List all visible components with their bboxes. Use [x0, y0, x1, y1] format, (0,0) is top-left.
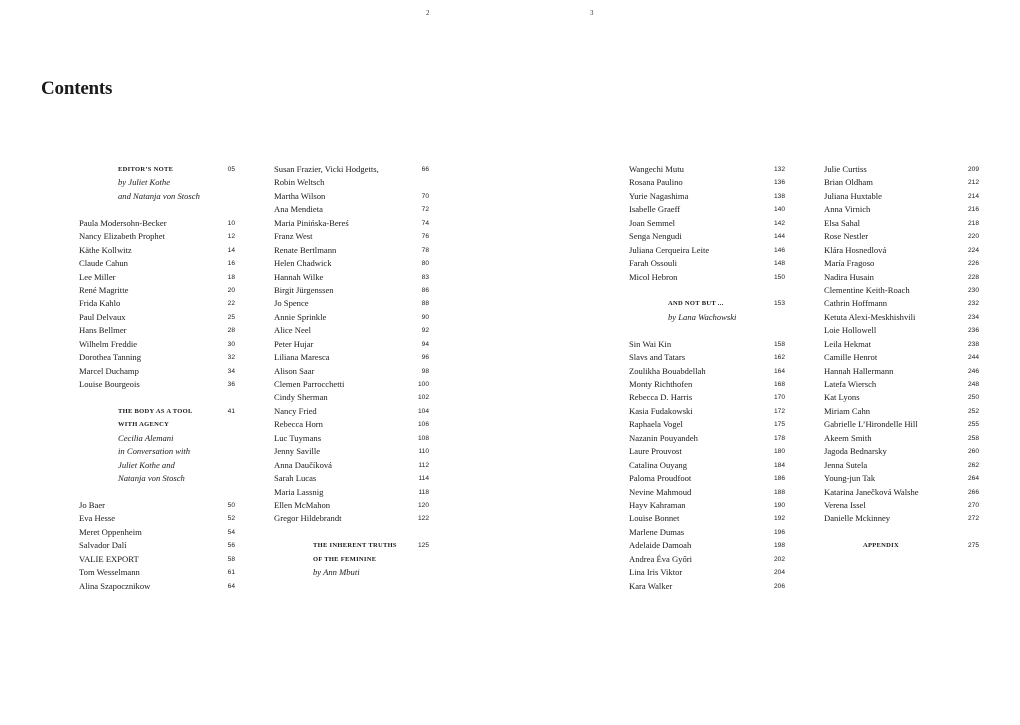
page-ref: 214 [967, 192, 979, 200]
page-ref: 168 [773, 381, 785, 388]
section-heading: THE BODY AS A TOOL [118, 407, 193, 415]
page-ref: 108 [417, 434, 429, 442]
entry-name: Sarah Lucas [274, 473, 317, 484]
entry-name: Nancy Fried [274, 405, 317, 416]
entry-name: Rebecca D. Harris [629, 392, 693, 403]
page-ref: 186 [773, 475, 785, 483]
entry-name: Ana Mendieta [274, 204, 323, 215]
entry-name: Danielle Mckinney [824, 513, 891, 524]
page-ref: 78 [421, 246, 429, 254]
entry-name: Raphaela Vogel [629, 419, 683, 430]
page-ref: 153 [773, 300, 785, 308]
entry-name: Kat Lyons [824, 392, 860, 403]
page-ref: 246 [967, 367, 979, 375]
section-heading: EDITOR’S NOTE [118, 166, 174, 173]
entry-name: Juliana Huxtable [824, 190, 882, 201]
entry-name: Renate Bertlmann [274, 244, 337, 255]
page-ref: 188 [773, 488, 785, 496]
entry-name: Claude Cahun [79, 258, 128, 269]
page-ref: 12 [227, 233, 235, 241]
page-ref: 66 [421, 166, 429, 173]
page-ref: 36 [227, 381, 235, 388]
page-ref: 275 [967, 542, 979, 550]
entry-name: Hayv Kahraman [629, 499, 686, 510]
page-ref: 220 [967, 233, 979, 241]
entry-name: Liliana Maresca [274, 352, 330, 363]
section-heading: THE INHERENT TRUTHS [313, 542, 397, 550]
page-ref: 234 [967, 313, 979, 321]
entry-name: Wangechi Mutu [629, 164, 684, 174]
entry-name: Miriam Cahn [824, 405, 871, 416]
page-ref: 74 [421, 219, 429, 227]
entry-name: Senga Nengudi [629, 231, 682, 242]
section-byline: Cecilia Alemani [118, 432, 174, 443]
entry-name: Verena Issel [824, 499, 866, 510]
entry-name: Birgit Jürgenssen [274, 284, 334, 295]
entry-name: Isabelle Graeff [629, 204, 681, 215]
entry-name: Peter Hujar [274, 338, 314, 349]
entry-name: VALIE EXPORT [79, 553, 139, 564]
page-title: Contents [41, 78, 113, 99]
page-ref: 144 [773, 233, 785, 241]
entry-name: Julie Curtiss [824, 164, 867, 174]
entry-name: Cindy Sherman [274, 392, 328, 403]
entry-name: Nazanin Pouyandeh [629, 432, 698, 443]
entry-name: Louise Bourgeois [79, 379, 140, 389]
entry-name: Andrea Éva Győri [629, 553, 692, 564]
page-ref: 138 [773, 192, 785, 200]
entry-name: Elsa Sahal [824, 217, 861, 228]
page-ref: 204 [773, 569, 785, 577]
page-ref: 94 [421, 340, 429, 348]
page-ref: 226 [967, 260, 979, 268]
entry-name: Luc Tuymans [274, 432, 322, 443]
page-ref: 118 [418, 488, 429, 496]
page-ref: 54 [227, 528, 235, 536]
page-ref: 170 [773, 394, 785, 402]
page-ref: 158 [773, 340, 785, 348]
page-ref: 88 [421, 300, 429, 308]
page-ref: 260 [967, 448, 979, 456]
entry-name: Gabrielle L’Hirondelle Hill [824, 419, 918, 430]
entry-name: Paloma Proudfoot [629, 473, 692, 484]
entry-name: Gregor Hildebrandt [274, 513, 342, 524]
page-ref: 175 [773, 421, 785, 429]
entry-name: Alison Saar [274, 365, 315, 376]
entry-name: Ellen McMahon [274, 499, 331, 510]
page-ref: 98 [421, 367, 429, 375]
entry-name: Adelaide Damoah [629, 540, 692, 551]
page-ref: 132 [773, 166, 785, 173]
entry-name: Marcel Duchamp [79, 365, 139, 376]
page-ref: 209 [967, 166, 979, 173]
page-ref: 258 [967, 434, 979, 442]
page-ref: 10 [227, 219, 235, 227]
entry-name: Käthe Kollwitz [79, 244, 132, 255]
section-heading: APPENDIX [863, 542, 899, 550]
page-ref: 30 [227, 340, 235, 348]
page-ref: 18 [227, 273, 235, 281]
page-ref: 272 [967, 515, 979, 523]
entry-name: Laure Prouvost [629, 446, 682, 457]
page-ref: 238 [967, 340, 979, 348]
page-ref: 70 [421, 192, 429, 200]
entry-name: Sin Wai Kin [629, 338, 672, 349]
section-byline: Juliet Kothe and [118, 459, 175, 470]
page-ref: 230 [967, 286, 979, 294]
entry-name: Susan Frazier, Vicki Hodgetts, [274, 164, 379, 174]
entry-name: Anna Virnich [824, 204, 871, 215]
page-ref: 86 [421, 286, 429, 294]
entry-name: Slavs and Tatars [629, 352, 686, 363]
page-ref: 61 [227, 569, 235, 577]
page-ref: 190 [773, 501, 785, 509]
page-ref: 16 [227, 260, 235, 268]
page-ref: 184 [773, 461, 785, 469]
entry-name: Monty Richthofen [629, 379, 693, 389]
section-byline: by Lana Wachowski [668, 311, 737, 322]
page-number-left: 2 [426, 9, 430, 17]
page-ref: 164 [773, 367, 785, 375]
page-ref: 90 [421, 313, 429, 321]
entry-name: Leila Hekmat [824, 338, 872, 349]
entry-name: Latefa Wiersch [824, 379, 877, 389]
page-number-right: 3 [590, 9, 594, 17]
page-ref: 50 [227, 501, 235, 509]
entry-name: Hannah Hallermann [824, 365, 894, 376]
page-ref: 206 [773, 582, 785, 590]
page-ref: 202 [773, 555, 785, 563]
page-ref: 20 [227, 286, 235, 294]
entry-name: Maria Pinińska-Bereś [274, 217, 349, 228]
entry-name: Franz West [274, 231, 313, 242]
section-byline: by Juliet Kothe [118, 177, 171, 188]
entry-name: Clemen Parrocchetti [274, 379, 345, 389]
section-byline: Natanja von Stosch [118, 473, 185, 484]
page-ref: 83 [421, 273, 429, 281]
entry-name: Hans Bellmer [79, 325, 127, 336]
page-ref: 14 [227, 246, 235, 254]
entry-name: Farah Ossouli [629, 258, 677, 269]
page-ref: 224 [967, 246, 979, 254]
entry-name: Brian Oldham [824, 177, 873, 188]
page-ref: 96 [421, 354, 429, 362]
page-ref: 148 [773, 260, 785, 268]
section-heading: OF THE FEMININE [313, 555, 377, 563]
page-ref: 252 [967, 407, 979, 415]
entry-name: Katarina Janečková Walshe [824, 486, 919, 497]
entry-name: Kasia Fudakowski [629, 405, 693, 416]
entry-name: Paul Delvaux [79, 311, 126, 322]
page-ref: 150 [773, 273, 785, 281]
entry-name: René Magritte [79, 284, 129, 295]
page-ref: 52 [227, 515, 235, 523]
page-ref: 216 [967, 206, 979, 214]
page-ref: 25 [227, 313, 235, 321]
page-ref: 178 [773, 434, 785, 442]
page-ref: 28 [227, 327, 235, 335]
entry-name: Zoulikha Bouabdellah [629, 365, 706, 376]
page-ref: 218 [967, 219, 979, 227]
entry-name: Frida Kahlo [79, 298, 121, 309]
entry-name: Hannah Wilke [274, 271, 324, 282]
entry-name: Nevine Mahmoud [629, 486, 692, 497]
page-ref: 146 [773, 246, 785, 254]
page-ref: 104 [417, 407, 429, 415]
entry-name: Joan Semmel [629, 217, 676, 228]
entry-name: Kara Walker [629, 580, 673, 591]
page-ref: 122 [417, 515, 429, 523]
entry-name: Jenna Sutela [824, 459, 868, 470]
entry-name: Wilhelm Freddie [79, 338, 138, 349]
entry-name: Yurie Nagashima [629, 190, 689, 201]
entry-name: María Fragoso [824, 258, 875, 269]
page-ref: 114 [418, 475, 429, 483]
entry-name: Louise Bonnet [629, 513, 680, 524]
page-ref: 72 [421, 206, 429, 214]
page-ref: 236 [967, 327, 979, 335]
section-byline: by Ann Mbuti [313, 567, 360, 578]
page-ref: 262 [967, 461, 979, 469]
entry-name: Juliana Cerqueira Leite [629, 244, 710, 255]
page-ref: 102 [417, 394, 429, 402]
page-ref: 125 [417, 542, 429, 550]
page-ref: 58 [227, 555, 235, 563]
entry-name: Klára Hosnedlová [824, 244, 887, 255]
entry-name: Robin Weltsch [274, 177, 325, 188]
section-heading: AND NOT BUT ... [668, 300, 724, 308]
page-ref: 270 [967, 501, 979, 509]
section-byline: in Conversation with [118, 446, 191, 457]
entry-name: Salvador Dalí [79, 540, 127, 551]
entry-name: Dorothea Tanning [79, 352, 142, 363]
page-ref: 266 [967, 488, 979, 496]
page-ref: 142 [773, 219, 785, 227]
entry-name: Young-jun Tak [824, 473, 876, 484]
page-ref: 110 [418, 448, 429, 456]
entry-name: Cathrin Hoffmann [824, 298, 888, 309]
entry-name: Maria Lassnig [274, 486, 324, 497]
page-ref: 136 [773, 179, 785, 187]
entry-name: Jo Spence [274, 298, 309, 309]
entry-name: Ketuta Alexi-Meskhishvili [824, 311, 916, 322]
page-ref: 192 [773, 515, 785, 523]
entry-name: Jagoda Bednarsky [824, 446, 887, 457]
entry-name: Akeem Smith [824, 432, 872, 443]
section-heading: WITH AGENCY [118, 421, 170, 429]
entry-name: Rose Nestler [824, 231, 869, 242]
page-ref: 140 [773, 206, 785, 214]
page-ref: 248 [967, 381, 979, 388]
page-ref: 112 [418, 461, 429, 469]
entry-name: Rosana Paulino [629, 177, 683, 188]
entry-name: Anna Daučíková [274, 459, 332, 470]
entry-name: Annie Sprinkle [274, 311, 327, 322]
entry-name: Meret Oppenheim [79, 526, 142, 537]
page-ref: 34 [227, 367, 235, 375]
page-ref: 162 [773, 354, 785, 362]
page-ref: 228 [967, 273, 979, 281]
entry-name: Eva Hesse [79, 513, 116, 524]
page-ref: 255 [967, 421, 979, 429]
page-ref: 120 [417, 501, 429, 509]
page-ref: 232 [967, 300, 979, 308]
page-ref: 198 [773, 542, 785, 550]
entry-name: Catalina Ouyang [629, 459, 687, 470]
page-ref: 64 [227, 582, 235, 590]
page-ref: 80 [421, 260, 429, 268]
entry-name: Nancy Elizabeth Prophet [79, 231, 165, 242]
entry-name: Alice Neel [274, 325, 311, 336]
page-ref: 244 [967, 354, 979, 362]
page-ref: 76 [421, 233, 429, 241]
page-ref: 22 [227, 300, 235, 308]
entry-name: Lee Miller [79, 271, 116, 282]
page-ref: 264 [967, 475, 979, 483]
entry-name: Helen Chadwick [274, 258, 332, 269]
entry-name: Loie Hollowell [824, 325, 877, 336]
page-ref: 212 [967, 179, 979, 187]
entry-name: Paula Modersohn-Becker [79, 217, 167, 228]
entry-name: Nadira Husain [824, 271, 874, 282]
entry-name: Marlene Dumas [629, 526, 685, 537]
page-ref: 32 [227, 354, 235, 362]
page-ref: 05 [227, 166, 235, 173]
page-ref: 92 [421, 327, 429, 335]
entry-name: Lina Iris Viktor [629, 567, 683, 578]
entry-name: Jo Baer [79, 499, 106, 510]
page-ref: 172 [773, 407, 785, 415]
entry-name: Clementine Keith-Roach [824, 284, 910, 295]
page-ref: 180 [773, 448, 785, 456]
section-byline: and Natanja von Stosch [118, 190, 200, 201]
entry-name: Micol Hebron [629, 271, 678, 282]
entry-name: Tom Wesselmann [79, 567, 140, 578]
entry-name: Camille Henrot [824, 352, 878, 363]
entry-name: Jenny Saville [274, 446, 321, 457]
page-ref: 100 [417, 381, 429, 388]
page-ref: 56 [227, 542, 235, 550]
page-ref: 250 [967, 394, 979, 402]
page-ref: 41 [227, 407, 235, 415]
page-ref: 106 [417, 421, 429, 429]
page-ref: 196 [773, 528, 785, 536]
entry-name: Alina Szapocznikow [79, 580, 151, 591]
entry-name: Rebecca Horn [274, 419, 323, 430]
entry-name: Martha Wilson [274, 190, 326, 201]
